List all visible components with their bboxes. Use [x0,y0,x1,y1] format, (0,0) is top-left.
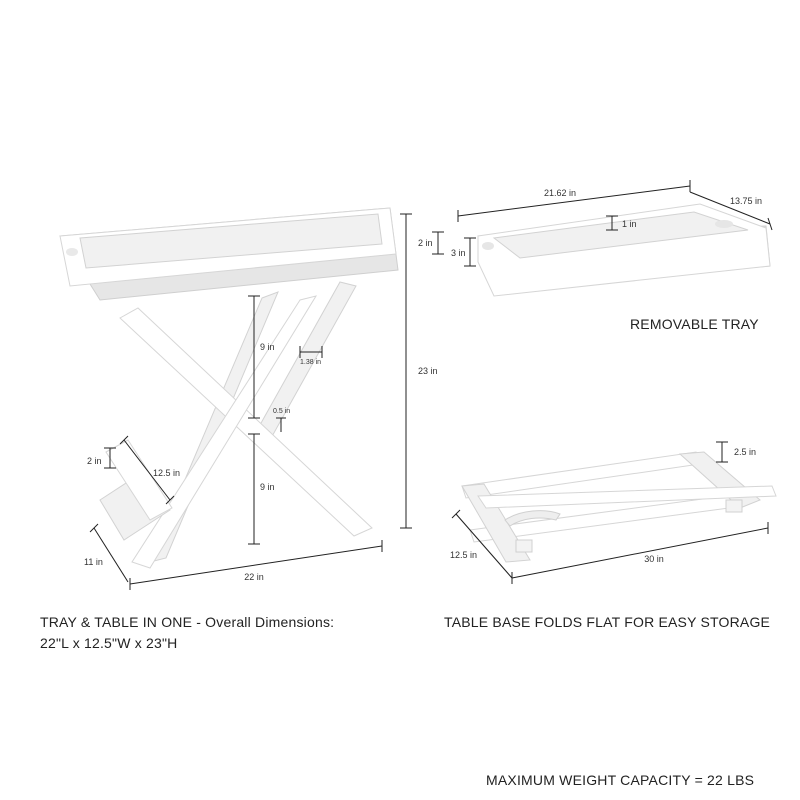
tray-height-label: 3 in [451,248,466,258]
capacity-caption: MAXIMUM WEIGHT CAPACITY = 22 LBS [486,772,755,788]
tray-length-label: 21.62 in [543,188,577,198]
folded-base-illustration [462,452,776,562]
leg-width-label: 1.38 in [300,359,322,366]
leg-thickness-label: 0.5 in [273,408,291,415]
tray-caption: REMOVABLE TRAY [630,316,759,332]
rail-length-label: 12.5 in [153,468,181,478]
tray-width-label: 13.75 in [730,196,763,206]
tray-rim-thickness-label: 1 in [622,219,637,229]
table-length-label: 22 in [244,572,264,582]
lower-leg-label: 9 in [260,482,275,492]
table-caption [40,612,334,654]
tray-rim-label: 2 in [418,238,433,248]
rail-height-label: 2 in [87,456,102,466]
table-caption-line1: TRAY & TABLE IN ONE - Overall Dimensions: [40,614,335,630]
table-height-label: 23 in [418,366,438,376]
removable-tray-illustration [478,204,770,296]
tray-table-illustration [60,208,398,568]
upper-leg-label: 9 in [260,342,275,352]
base-height-label: 2.5 in [734,447,757,457]
base-caption: TABLE BASE FOLDS FLAT FOR EASY STORAGE [444,614,771,630]
table-width-label: 11 in [84,557,103,567]
base-width-label: 12.5 in [450,550,478,560]
table-caption-line2: 22"L x 12.5"W x 23"H [40,635,178,651]
base-length-label: 30 in [644,554,664,564]
